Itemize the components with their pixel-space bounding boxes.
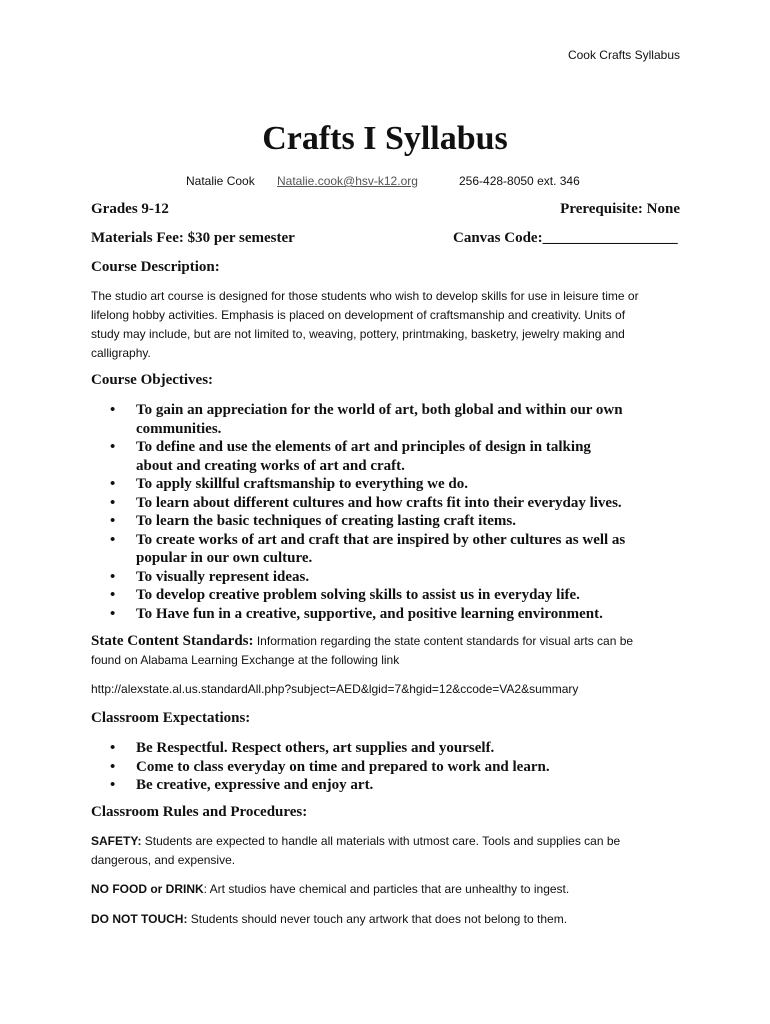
state-standards-heading: State Content Standards: (91, 633, 254, 649)
bullet-icon: • (110, 513, 116, 529)
canvas-code-label: Canvas Code:__________________ (453, 230, 678, 246)
description-line: calligraphy. (91, 346, 151, 360)
prerequisite-label: Prerequisite: None (560, 201, 680, 217)
list-item: • To create works of art and craft that are inspired by other cultures as well as popular in our own culture. (110, 531, 626, 566)
list-item: • To learn about different cultures and how crafts fit into their everyday lives. (110, 494, 622, 511)
bullet-icon: • (110, 476, 116, 492)
no-food-label: NO FOOD or DRINK (91, 882, 204, 896)
expectations-list (110, 739, 690, 795)
list-item: • Be Respectful. Respect others, art supplies and yourself. (110, 740, 495, 756)
list-item: • To define and use the elements of art and principles of design in talking about and creating works of art and craft. (110, 439, 591, 474)
state-standards-text: found on Alabama Learning Exchange at the following link (91, 653, 400, 667)
bullet-icon: • (110, 439, 116, 455)
do-not-touch-label: DO NOT TOUCH: (91, 912, 188, 926)
page-title: Crafts I Syllabus (262, 120, 508, 157)
course-objectives-heading: Course Objectives: (91, 372, 214, 388)
materials-fee-label: Materials Fee: $30 per semester (91, 230, 295, 246)
rule-safety: SAFETY: Students are expected to handle all materials with utmost care. Tools and supplies can be dangerous, and expensive. (91, 834, 621, 867)
standards-link[interactable]: http://alexstate.al.us.standardAll.php?subject=AED&lgid=7&hgid=12&ccode=VA2&summary (91, 682, 579, 696)
objectives-list (110, 401, 690, 623)
list-item: • To Have fun in a creative, supportive, and positive learning environment. (110, 605, 603, 622)
teacher-email-link[interactable]: Natalie.cook@hsv-k12.org (277, 174, 418, 188)
classroom-expectations-heading: Classroom Expectations: (91, 710, 251, 726)
bullet-icon: • (110, 531, 116, 548)
bullet-icon: • (110, 605, 116, 622)
list-item: • To learn the basic techniques of creating lasting craft items. (110, 513, 516, 529)
rule-do-not-touch: DO NOT TOUCH: Students should never touch any artwork that does not belong to them. (91, 912, 568, 926)
running-header: Cook Crafts Syllabus (567, 48, 680, 62)
list-item: • To apply skillful craftsmanship to everything we do. (110, 476, 468, 492)
teacher-phone: 256-428-8050 ext. 346 (459, 174, 580, 188)
bullet-icon: • (110, 740, 116, 756)
course-description-heading: Course Description: (91, 259, 220, 275)
bullet-icon: • (110, 587, 116, 603)
course-description-text (91, 287, 691, 363)
bullet-icon: • (110, 494, 116, 511)
safety-label: SAFETY: (91, 834, 142, 848)
list-item: • Come to class everyday on time and prepared to work and learn. (110, 758, 550, 775)
description-line: study may include, but are not limited to, weaving, pottery, printmaking, basketry, jewelry making and (91, 327, 625, 341)
list-item: • To gain an appreciation for the world of art, both global and within our own communities. (110, 402, 623, 437)
bullet-icon: • (110, 568, 116, 585)
state-standards-block (91, 632, 691, 670)
rules-heading: Classroom Rules and Procedures: (91, 804, 308, 820)
grades-label: Grades 9-12 (91, 201, 169, 217)
bullet-icon: • (110, 777, 116, 793)
state-standards-text: Information regarding the state content standards for visual arts can be (253, 634, 634, 648)
bullet-icon: • (110, 758, 116, 775)
teacher-name: Natalie Cook (186, 174, 255, 188)
description-line: lifelong hobby activities. Emphasis is placed on development of craftsmanship and creativity. Units of (91, 308, 626, 322)
bullet-icon: • (110, 402, 116, 418)
list-item: • To visually represent ideas. (110, 568, 310, 585)
list-item: • Be creative, expressive and enjoy art. (110, 777, 374, 793)
description-line: The studio art course is designed for those students who wish to develop skills for use in leisure time or (91, 289, 639, 303)
rule-no-food: NO FOOD or DRINK: Art studios have chemical and particles that are unhealthy to ingest. (91, 882, 570, 896)
list-item: • To develop creative problem solving skills to assist us in everyday life. (110, 587, 580, 603)
